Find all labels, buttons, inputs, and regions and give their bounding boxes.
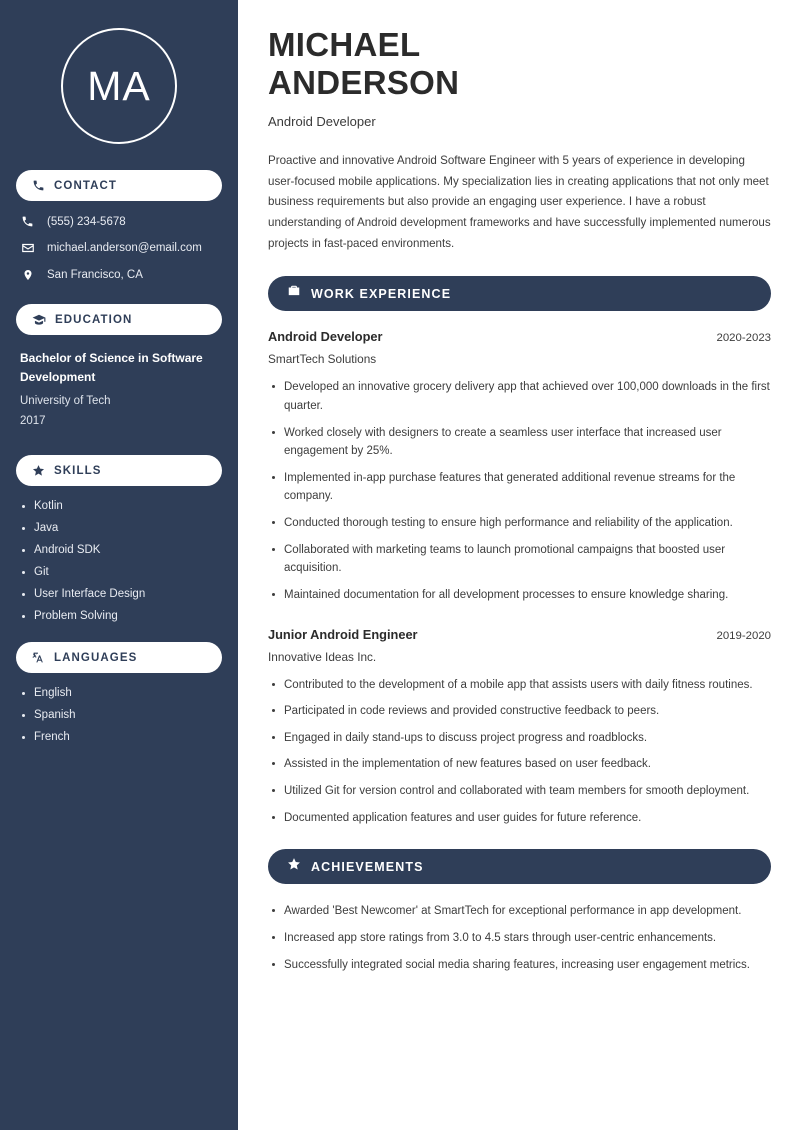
languages-list <box>16 687 222 743</box>
list-item: French <box>20 731 218 743</box>
education-school: University of Tech <box>20 395 111 408</box>
graduation-cap-icon <box>32 313 46 327</box>
monogram-container <box>16 0 222 170</box>
headline-job-title: Android Developer <box>268 114 376 130</box>
list-item: Assisted in the implementation of new features based on user feedback. <box>268 755 771 774</box>
achievements-list <box>268 902 771 974</box>
main-content <box>238 0 800 1130</box>
section-title-languages: LANGUAGES <box>54 651 138 664</box>
list-item: User Interface Design <box>20 588 218 600</box>
list-item: Conducted thorough testing to ensure high performance and reliability of the application. <box>268 514 771 533</box>
list-item: Collaborated with marketing teams to launch promotional campaigns that boosted user acquisition. <box>268 541 771 578</box>
list-item: Maintained documentation for all development processes to ensure knowledge sharing. <box>268 586 771 605</box>
list-item: Developed an innovative grocery delivery app that achieved over 100,000 downloads in the first quarter. <box>268 378 771 415</box>
job-entry <box>268 329 771 604</box>
job-header <box>268 627 771 642</box>
job-role: Junior Android Engineer <box>268 626 418 642</box>
job-dates: 2019-2020 <box>716 629 771 642</box>
list-item: Problem Solving <box>20 610 218 622</box>
last-name: ANDERSON <box>268 63 460 101</box>
contact-email-value: michael.anderson@email.com <box>47 242 202 254</box>
list-item: Documented application features and user guides for future reference. <box>268 809 771 828</box>
list-item: Engaged in daily stand-ups to discuss project progress and roadblocks. <box>268 729 771 748</box>
job-header <box>268 329 771 344</box>
job-role: Android Developer <box>268 329 383 345</box>
section-header-languages <box>16 642 222 673</box>
list-item: Contributed to the development of a mobile app that assists users with daily fitness routines. <box>268 676 771 695</box>
skills-list <box>16 500 222 622</box>
section-title-achievements: ACHIEVEMENTS <box>311 859 424 874</box>
page-title <box>268 26 771 101</box>
sidebar <box>0 0 238 1130</box>
job-entry <box>268 627 771 828</box>
location-pin-icon <box>20 268 35 282</box>
envelope-icon <box>20 241 35 255</box>
section-title-work-experience: WORK EXPERIENCE <box>311 286 452 301</box>
star-icon <box>287 857 301 876</box>
list-item: Successfully integrated social media sharing features, increasing user engagement metrics. <box>268 956 771 975</box>
job-duties <box>268 378 771 604</box>
contact-phone <box>20 215 218 228</box>
briefcase-icon <box>287 284 301 303</box>
contact-location-value: San Francisco, CA <box>47 269 143 281</box>
section-title-contact: CONTACT <box>54 179 118 192</box>
job-company: SmartTech Solutions <box>268 352 377 367</box>
section-title-skills: SKILLS <box>54 464 102 477</box>
contact-location <box>20 268 218 282</box>
star-icon <box>32 464 45 477</box>
section-header-work-experience <box>268 276 771 311</box>
section-header-education <box>16 304 222 335</box>
avatar-monogram <box>61 28 177 144</box>
list-item: Spanish <box>20 709 218 721</box>
list-item: Kotlin <box>20 500 218 512</box>
list-item: Participated in code reviews and provided constructive feedback to peers. <box>268 702 771 721</box>
list-item: Git <box>20 566 218 578</box>
contact-email <box>20 241 218 255</box>
phone-icon <box>20 215 35 228</box>
job-duties <box>268 676 771 828</box>
phone-icon <box>32 179 45 192</box>
translate-icon <box>32 651 45 664</box>
list-item: Implemented in-app purchase features that generated additional revenue streams for the company. <box>268 469 771 506</box>
contact-phone-value: (555) 234-5678 <box>47 215 126 228</box>
list-item: Awarded 'Best Newcomer' at SmartTech for exceptional performance in app development. <box>268 902 771 921</box>
education-entry <box>16 349 222 439</box>
education-degree: Bachelor of Science in Software Development <box>20 351 203 384</box>
first-name: MICHAEL <box>268 26 421 63</box>
list-item: Android SDK <box>20 544 218 556</box>
list-item: Utilized Git for version control and collaborated with team members for smooth deployment. <box>268 782 771 801</box>
section-header-achievements <box>268 849 771 884</box>
education-year: 2017 <box>20 414 46 427</box>
list-item: Increased app store ratings from 3.0 to 4.5 stars through user-centric enhancements. <box>268 929 771 948</box>
job-company: Innovative Ideas Inc. <box>268 649 377 664</box>
section-title-education: EDUCATION <box>55 313 133 326</box>
section-header-contact <box>16 170 222 201</box>
list-item: Worked closely with designers to create a seamless user interface that increased user engagement by 25%. <box>268 424 771 461</box>
list-item: Java <box>20 522 218 534</box>
section-header-skills <box>16 455 222 486</box>
contact-list <box>16 215 222 282</box>
monogram-initials: MA <box>87 62 151 109</box>
job-dates: 2020-2023 <box>716 332 771 345</box>
professional-summary: Proactive and innovative Android Software Engineer with 5 years of experience in developing user-focused mobile applications. My specialization lies in creating applications that not only meet business requirements but also provide an engaging user experience. I have a robust understanding of Android development frameworks and have successfully implemented numerous projects in fast-paced environments. <box>268 154 771 250</box>
list-item: English <box>20 687 218 699</box>
